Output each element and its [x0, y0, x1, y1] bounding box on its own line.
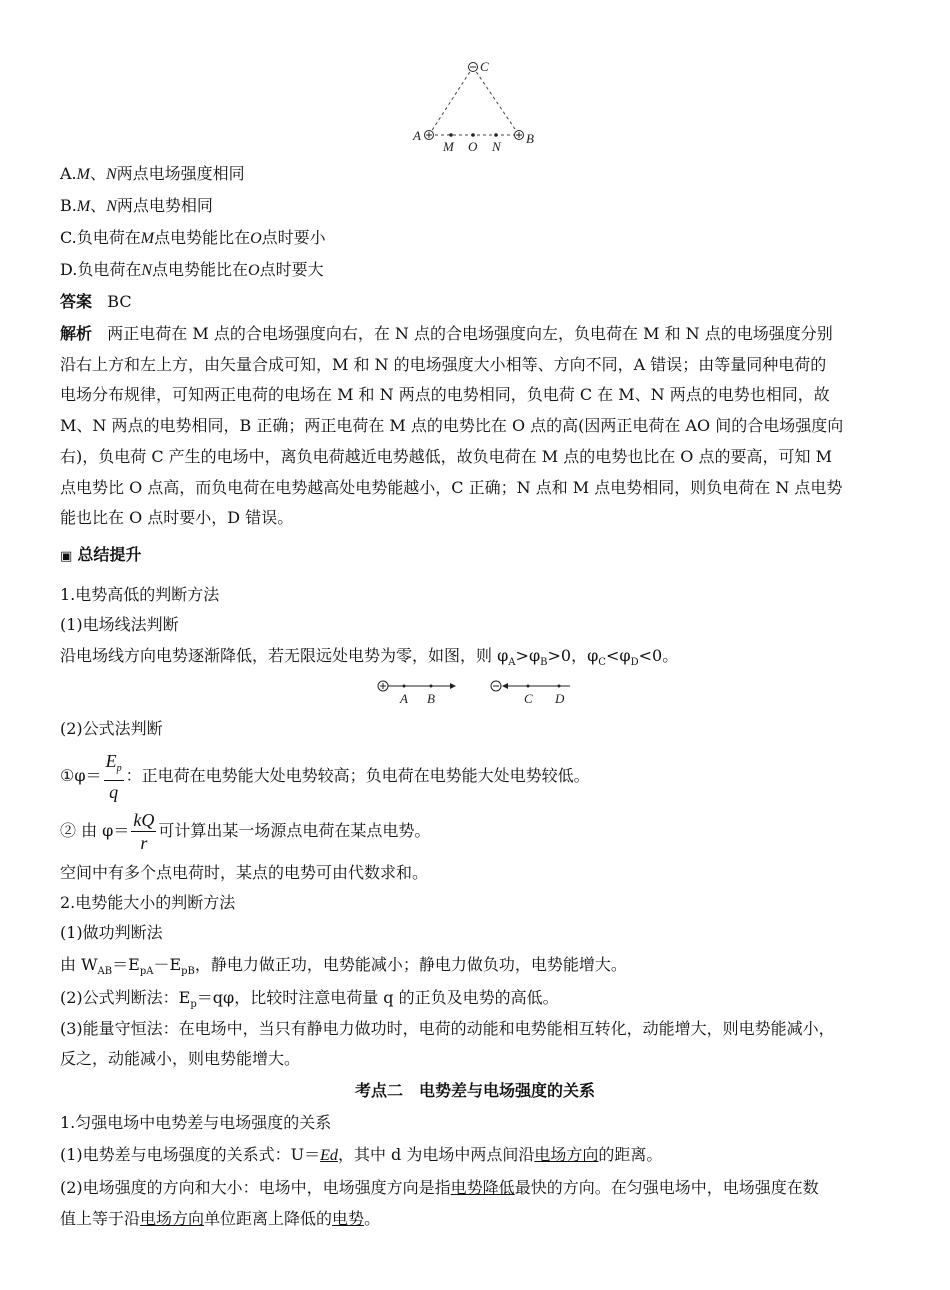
- section2-p1a: (1)电势差与电场强度的关系式：U＝Ed，其中 d 为电场中两点间沿电场方向的距离。: [60, 1145, 663, 1164]
- section2-p1b: (2)电场强度的方向和大小：电场中，电场强度方向是指电势降低最快的方向。在匀强电场中，电场强度在数: [60, 1178, 819, 1197]
- summary-p1a-text: 沿电场线方向电势逐渐降低，若无限远处电势为零，如图，则 $\varphi_A>\varphi_B>0$，$\varphi_C<\varphi_D<0$。: [60, 646, 679, 668]
- analysis-line-3: 电场分布规律，可知两正电荷的电场在 M 和 N 两点的电势相同，负电荷 C 在 M、N 两点的电势也相同，故: [60, 385, 830, 404]
- analysis-line-7: 能也比在 O 点时要小，D 错误。: [60, 508, 294, 527]
- summary-p2a: (1)做功判断法: [60, 923, 163, 942]
- answer-line: [60, 291, 132, 313]
- option-a: A.M、N两点电场强度相同: [60, 164, 245, 183]
- analysis-label: 解析: [60, 324, 93, 343]
- label-m: M: [443, 139, 454, 154]
- summary-p2c-2: 反之，动能减小，则电势能增大。: [60, 1049, 301, 1068]
- summary-heading: ▣ 总结提升: [60, 545, 142, 564]
- summary-p1: 1.电势高低的判断方法: [60, 585, 220, 604]
- fig-label-d: D: [555, 691, 565, 706]
- summary-p2b: (2)公式判断法：$E_p=q\varphi$，比较时注意电荷量 q 的正负及电势的高低。: [60, 988, 559, 1010]
- summary-p1b: (2)公式法判断: [60, 719, 163, 738]
- label-c: C: [480, 59, 489, 74]
- summary-p1c: 空间中有多个点电荷时，某点的电势可由代数求和。: [60, 863, 429, 882]
- label-n: N: [492, 139, 501, 154]
- answer-label: 答案: [60, 292, 93, 311]
- section2-p1: 1.匀强电场中电势差与电场强度的关系: [60, 1113, 332, 1132]
- analysis-line-4: M、N 两点的电势相同，B 正确；两正电荷在 M 点的电势比在 O 点的高(因两正电荷在 AO 间的合电场强度向: [60, 416, 844, 435]
- analysis-line-5: 右)，负电荷 C 产生的电场中，离负电荷越近电势越低，故负电荷在 M 点的电势也比在 O 点的要高，可知 M: [60, 447, 832, 466]
- analysis-line-2: 沿右上方和左上方，由矢量合成可知，M 和 N 的电场强度大小相等、方向不同，A 错误；由等量同种电荷的: [60, 355, 827, 374]
- triangle-diagram: [400, 55, 550, 155]
- answer-value: BC: [107, 292, 132, 311]
- section2-p1c: 值上等于沿电场方向单位距离上降低的电势。: [60, 1209, 381, 1228]
- summary-box-icon: ▣: [60, 549, 73, 564]
- summary-p2a-text: 由 $W_{AB}=E_{pA}-E_{pB}$，静电力做正功，电势能减小；静电力做负功，电势能增大。: [60, 955, 627, 977]
- option-d: D.负电荷在N点电势能比在O点时要大: [60, 260, 324, 279]
- fig-label-a: A: [400, 691, 408, 706]
- formula-1: ①φ＝ $\frac{E_p}{q}$ ：正电荷在电势能大处电势较高；负电荷在电势能大处电势较低。: [60, 751, 590, 802]
- summary-p2: 2.电势能大小的判断方法: [60, 893, 236, 912]
- analysis-line-6: 点电势比 O 点高，而负电荷在电势越高处电势能越小，C 正确；N 点和 M 点电势相同，则负电荷在 N 点电势: [60, 478, 843, 497]
- formula-2: ② 由 φ＝ $\frac{kQ}{r}$ 可计算出某一场源点电荷在某点电势。: [60, 810, 431, 853]
- option-c: C.负电荷在M点电势能比在O点时要小: [60, 228, 326, 247]
- analysis-line-1: 解析 两正电荷在 M 点的合电场强度向右，在 N 点的合电场强度向左，负电荷在 M 和 N 点的电场强度分别: [60, 324, 833, 343]
- summary-p2c-1: (3)能量守恒法：在电场中，当只有静电力做功时，电荷的动能和电势能相互转化，动能增大，则电势能减小，: [60, 1019, 835, 1038]
- section2-title: 考点二 电势差与电场强度的关系: [354, 1081, 595, 1100]
- fig-label-c: C: [524, 691, 533, 706]
- option-b: B.M、N两点电势相同: [60, 196, 213, 215]
- field-line-figure: [370, 676, 590, 706]
- summary-p1a: (1)电场线法判断: [60, 615, 179, 634]
- label-b: B: [526, 131, 534, 146]
- label-a: A: [413, 128, 421, 143]
- fig-label-b: B: [427, 691, 435, 706]
- label-o: O: [468, 139, 478, 154]
